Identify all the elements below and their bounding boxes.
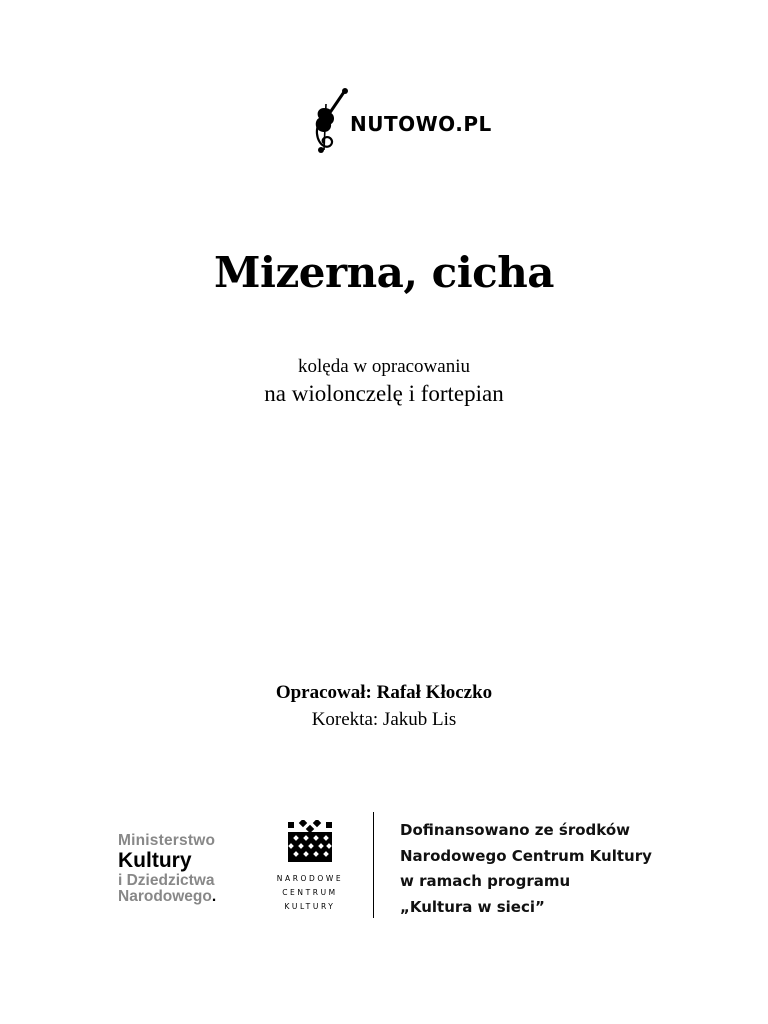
ministry-line-1: Ministerstwo: [118, 832, 216, 849]
logo-text: NUTOWO.PL: [350, 112, 492, 136]
nck-logo: [268, 820, 352, 915]
violin-clef-icon: [308, 86, 352, 156]
funding-note: [400, 818, 730, 920]
crown-icon: [286, 820, 334, 864]
nck-line-1: NARODOWE: [276, 874, 344, 883]
ministry-dot: .: [211, 888, 217, 905]
funding-line-4: „Kultura w sieci”: [400, 897, 545, 916]
funding-line-3: w ramach programu: [400, 872, 571, 890]
ministry-line-4: [118, 889, 258, 905]
ministry-line-2: Kultury: [118, 848, 192, 872]
ministry-line-4-text: Narodowego: [118, 888, 212, 905]
funding-line-1: Dofinansowano ze środków: [400, 821, 631, 839]
correction-credit: Korekta: Jakub Lis: [311, 709, 457, 730]
nck-line-2: CENTRUM: [282, 888, 338, 897]
subtitle-line-2: na wiolonczelę i fortepian: [264, 381, 504, 406]
ministry-line-3: i Dziedzictwa: [118, 871, 215, 889]
funding-line-2: Narodowego Centrum Kultury: [400, 846, 652, 865]
subtitle-line-1: kolęda w opracowaniu: [298, 356, 470, 377]
page-title: Mizerna, cicha: [214, 248, 554, 297]
nck-line-3: KULTURY: [284, 902, 336, 911]
arranger-credit: Opracował: Rafał Kłoczko: [275, 682, 493, 703]
ministry-logo: [118, 833, 258, 905]
nutowo-logo: [308, 86, 492, 156]
vertical-divider: [373, 812, 374, 918]
